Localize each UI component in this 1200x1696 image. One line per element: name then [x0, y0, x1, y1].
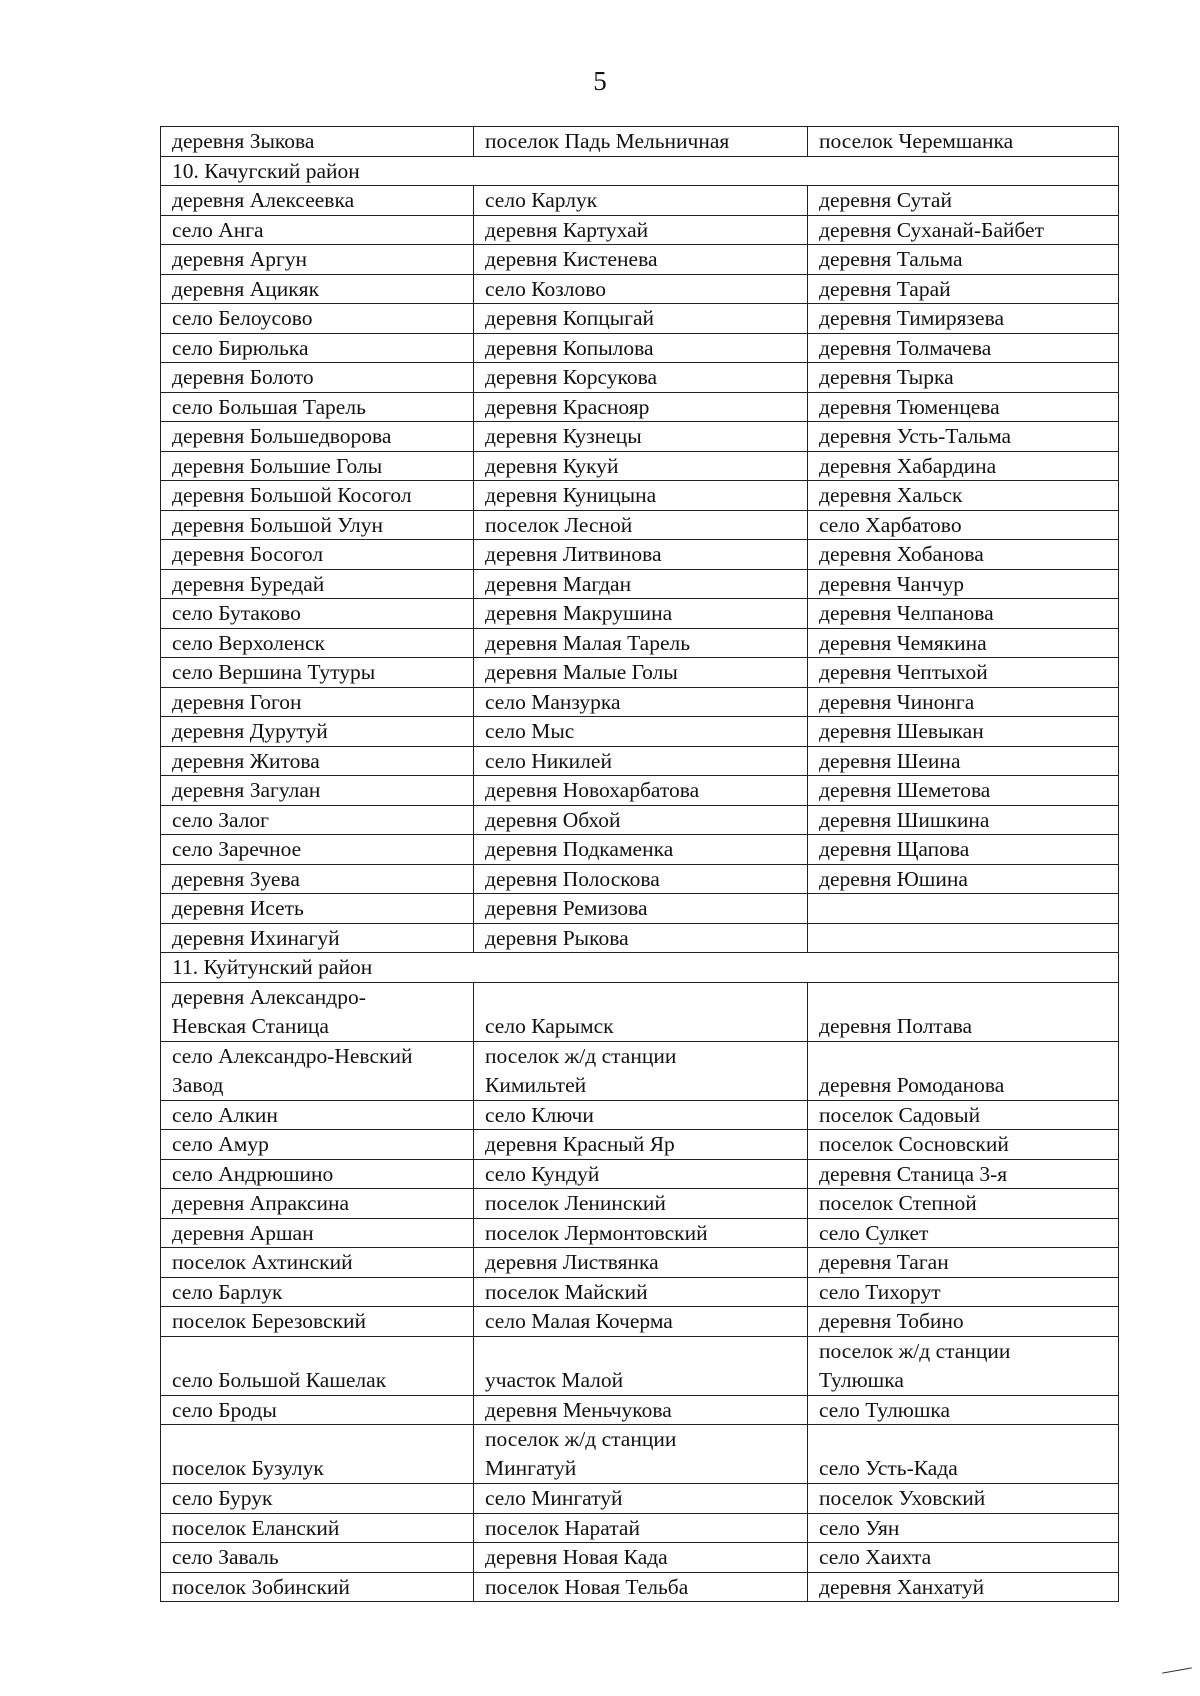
settlement-cell: село Большой Кашелак: [161, 1336, 474, 1395]
settlement-cell: деревня Шишкина: [808, 805, 1119, 835]
table-row: [161, 1218, 1119, 1248]
settlement-cell: деревня Малая Тарель: [474, 628, 808, 658]
table-row: [161, 1484, 1119, 1514]
settlement-cell: село Барлук: [161, 1277, 474, 1307]
settlement-cell: поселок Ленинский: [474, 1189, 808, 1219]
settlement-cell: деревня Литвинова: [474, 540, 808, 570]
settlement-cell: [808, 894, 1119, 924]
settlement-cell: поселок Майский: [474, 1277, 808, 1307]
settlement-cell: село Залог: [161, 805, 474, 835]
settlement-cell: деревня Кукуй: [474, 451, 808, 481]
table-row: [161, 1277, 1119, 1307]
settlement-cell: деревня Дурутуй: [161, 717, 474, 747]
settlement-cell: деревня Исеть: [161, 894, 474, 924]
settlement-cell: село Тулюшка: [808, 1395, 1119, 1425]
settlement-cell: село Карымск: [474, 982, 808, 1041]
table-row: [161, 1130, 1119, 1160]
settlement-cell: деревня Ромоданова: [808, 1041, 1119, 1100]
table-row: [161, 835, 1119, 865]
table-row: [161, 658, 1119, 688]
settlement-cell: село Александро-Невский Завод: [161, 1041, 474, 1100]
settlement-cell: деревня Куницына: [474, 481, 808, 511]
settlement-cell: село Манзурка: [474, 687, 808, 717]
settlement-cell: поселок Степной: [808, 1189, 1119, 1219]
settlement-cell: деревня Босогол: [161, 540, 474, 570]
settlement-cell: деревня Полтава: [808, 982, 1119, 1041]
settlement-cell: участок Малой: [474, 1336, 808, 1395]
settlement-cell: село Усть-Када: [808, 1425, 1119, 1484]
settlement-cell: деревня Макрушина: [474, 599, 808, 629]
table-row: [161, 1395, 1119, 1425]
settlement-cell: деревня Копылова: [474, 333, 808, 363]
settlement-cell: село Бутаково: [161, 599, 474, 629]
settlement-cell: деревня Апраксина: [161, 1189, 474, 1219]
table-row: [161, 127, 1119, 157]
settlement-cell: село Заречное: [161, 835, 474, 865]
settlement-cell: деревня Большедворова: [161, 422, 474, 452]
settlement-cell: деревня Аршан: [161, 1218, 474, 1248]
settlement-cell: деревня Чанчур: [808, 569, 1119, 599]
settlement-cell: деревня Житова: [161, 746, 474, 776]
settlement-cell: деревня Листвянка: [474, 1248, 808, 1278]
settlement-cell: поселок Наратай: [474, 1513, 808, 1543]
settlement-cell: деревня Тарай: [808, 274, 1119, 304]
settlement-cell: деревня Челпанова: [808, 599, 1119, 629]
settlement-cell: деревня Ханхатуй: [808, 1572, 1119, 1602]
settlement-cell: деревня Чинонга: [808, 687, 1119, 717]
settlement-cell: село Белоусово: [161, 304, 474, 334]
settlement-cell: деревня Большой Улун: [161, 510, 474, 540]
table-row: [161, 894, 1119, 924]
settlement-cell: село Ключи: [474, 1100, 808, 1130]
settlement-cell: поселок ж/д станции Кимильтей: [474, 1041, 808, 1100]
settlement-cell: село Уян: [808, 1513, 1119, 1543]
table-row: [161, 717, 1119, 747]
settlement-cell: поселок Падь Мельничная: [474, 127, 808, 157]
settlement-cell: деревня Подкаменка: [474, 835, 808, 865]
settlement-cell: деревня Александро- Невская Станица: [161, 982, 474, 1041]
table-row: [161, 628, 1119, 658]
settlement-cell: село Кундуй: [474, 1159, 808, 1189]
settlement-cell: деревня Кузнецы: [474, 422, 808, 452]
settlement-cell: деревня Большой Косогол: [161, 481, 474, 511]
settlement-cell: село Сулкет: [808, 1218, 1119, 1248]
settlement-cell: деревня Таган: [808, 1248, 1119, 1278]
settlement-cell: [808, 923, 1119, 953]
settlement-cell: село Козлово: [474, 274, 808, 304]
table-row: [161, 1248, 1119, 1278]
settlement-cell: поселок Черемшанка: [808, 127, 1119, 157]
settlement-cell: село Броды: [161, 1395, 474, 1425]
settlement-cell: деревня Гогон: [161, 687, 474, 717]
table-row: [161, 333, 1119, 363]
settlement-cell: поселок ж/д станции Тулюшка: [808, 1336, 1119, 1395]
settlement-cell: село Заваль: [161, 1543, 474, 1573]
settlement-cell: село Бурук: [161, 1484, 474, 1514]
settlement-cell: деревня Магдан: [474, 569, 808, 599]
settlement-cell: село Анга: [161, 215, 474, 245]
table-row: [161, 923, 1119, 953]
settlement-cell: деревня Тюменцева: [808, 392, 1119, 422]
settlement-cell: поселок Ахтинский: [161, 1248, 474, 1278]
settlement-cell: деревня Картухай: [474, 215, 808, 245]
settlement-cell: село Тихорут: [808, 1277, 1119, 1307]
settlement-cell: село Карлук: [474, 186, 808, 216]
settlement-cell: деревня Полоскова: [474, 864, 808, 894]
district-title: 10. Качугский район: [161, 156, 1119, 186]
settlement-cell: поселок Садовый: [808, 1100, 1119, 1130]
table-row: [161, 1189, 1119, 1219]
settlement-cell: деревня Чемякина: [808, 628, 1119, 658]
settlement-cell: деревня Копцыгай: [474, 304, 808, 334]
settlement-cell: деревня Красный Яр: [474, 1130, 808, 1160]
settlement-cell: поселок Березовский: [161, 1307, 474, 1337]
table-row: [161, 746, 1119, 776]
settlement-cell: село Амур: [161, 1130, 474, 1160]
settlement-cell: деревня Ихинагуй: [161, 923, 474, 953]
table-row: [161, 1307, 1119, 1337]
settlement-cell: деревня Алексеевка: [161, 186, 474, 216]
settlement-cell: деревня Ацикяк: [161, 274, 474, 304]
settlement-cell: поселок ж/д станции Мингатуй: [474, 1425, 808, 1484]
settlement-cell: деревня Болото: [161, 363, 474, 393]
settlement-cell: поселок Лермонтовский: [474, 1218, 808, 1248]
settlement-cell: село Мыс: [474, 717, 808, 747]
table-row: [161, 776, 1119, 806]
settlement-cell: деревня Толмачева: [808, 333, 1119, 363]
table-row: [161, 569, 1119, 599]
settlement-cell: село Верхоленск: [161, 628, 474, 658]
settlement-cell: деревня Загулан: [161, 776, 474, 806]
table-row: [161, 363, 1119, 393]
settlement-cell: деревня Хабардина: [808, 451, 1119, 481]
settlement-cell: деревня Юшина: [808, 864, 1119, 894]
table-row: [161, 1159, 1119, 1189]
table-row: [161, 215, 1119, 245]
settlement-cell: деревня Шеметова: [808, 776, 1119, 806]
settlement-cell: деревня Тырка: [808, 363, 1119, 393]
settlement-cell: деревня Станица 3-я: [808, 1159, 1119, 1189]
settlement-cell: деревня Хальск: [808, 481, 1119, 511]
table-row: [161, 540, 1119, 570]
settlement-cell: деревня Сутай: [808, 186, 1119, 216]
table-row: [161, 1041, 1119, 1100]
settlement-cell: деревня Хобанова: [808, 540, 1119, 570]
settlement-cell: деревня Буредай: [161, 569, 474, 599]
table-row: [161, 186, 1119, 216]
district-title: 11. Куйтунский район: [161, 953, 1119, 983]
table-row: [161, 245, 1119, 275]
settlements-table: [160, 126, 1119, 1602]
table-row: [161, 864, 1119, 894]
settlement-cell: село Харбатово: [808, 510, 1119, 540]
settlement-cell: деревня Шеина: [808, 746, 1119, 776]
settlement-cell: деревня Кистенева: [474, 245, 808, 275]
settlement-cell: деревня Чептыхой: [808, 658, 1119, 688]
settlement-cell: деревня Краснояр: [474, 392, 808, 422]
settlement-cell: деревня Щапова: [808, 835, 1119, 865]
table-row: [161, 1100, 1119, 1130]
table-row: [161, 1336, 1119, 1395]
table-row: [161, 982, 1119, 1041]
settlement-cell: село Большая Тарель: [161, 392, 474, 422]
table-row: [161, 687, 1119, 717]
settlement-cell: деревня Новохарбатова: [474, 776, 808, 806]
settlement-cell: деревня Малые Голы: [474, 658, 808, 688]
settlement-cell: село Алкин: [161, 1100, 474, 1130]
settlement-cell: деревня Обхой: [474, 805, 808, 835]
settlement-cell: село Мингатуй: [474, 1484, 808, 1514]
table-row: [161, 1425, 1119, 1484]
scan-mark: [1162, 1667, 1192, 1673]
settlement-cell: село Никилей: [474, 746, 808, 776]
table-body: [161, 127, 1119, 1602]
settlement-cell: село Хаихта: [808, 1543, 1119, 1573]
table-row: [161, 274, 1119, 304]
table-row: [161, 304, 1119, 334]
table-row: [161, 1513, 1119, 1543]
settlement-cell: поселок Зобинский: [161, 1572, 474, 1602]
table-row: [161, 1543, 1119, 1573]
settlement-cell: деревня Рыкова: [474, 923, 808, 953]
settlement-cell: деревня Ремизова: [474, 894, 808, 924]
table-row: [161, 1572, 1119, 1602]
settlement-cell: поселок Еланский: [161, 1513, 474, 1543]
settlement-cell: деревня Тимирязева: [808, 304, 1119, 334]
settlement-cell: село Андрюшино: [161, 1159, 474, 1189]
table-row: [161, 510, 1119, 540]
table-row: [161, 422, 1119, 452]
table-row: [161, 392, 1119, 422]
settlement-cell: деревня Аргун: [161, 245, 474, 275]
settlement-cell: деревня Тальма: [808, 245, 1119, 275]
settlement-cell: поселок Лесной: [474, 510, 808, 540]
settlement-cell: поселок Сосновский: [808, 1130, 1119, 1160]
settlement-cell: поселок Уховский: [808, 1484, 1119, 1514]
page-number: 5: [593, 66, 607, 96]
district-header-row: [161, 156, 1119, 186]
table-row: [161, 481, 1119, 511]
settlement-cell: деревня Усть-Тальма: [808, 422, 1119, 452]
settlement-cell: село Малая Кочерма: [474, 1307, 808, 1337]
settlement-cell: село Вершина Тутуры: [161, 658, 474, 688]
settlement-cell: деревня Шевыкан: [808, 717, 1119, 747]
settlement-cell: село Бирюлька: [161, 333, 474, 363]
settlement-cell: поселок Новая Тельба: [474, 1572, 808, 1602]
settlement-cell: деревня Зыкова: [161, 127, 474, 157]
settlement-cell: деревня Большие Голы: [161, 451, 474, 481]
district-header-row: [161, 953, 1119, 983]
settlement-cell: деревня Тобино: [808, 1307, 1119, 1337]
settlement-cell: поселок Бузулук: [161, 1425, 474, 1484]
settlement-cell: деревня Новая Када: [474, 1543, 808, 1573]
settlement-cell: деревня Меньчукова: [474, 1395, 808, 1425]
settlement-cell: деревня Корсукова: [474, 363, 808, 393]
table-row: [161, 599, 1119, 629]
settlement-cell: деревня Суханай-Байбет: [808, 215, 1119, 245]
table-row: [161, 451, 1119, 481]
table-row: [161, 805, 1119, 835]
settlement-cell: деревня Зуева: [161, 864, 474, 894]
